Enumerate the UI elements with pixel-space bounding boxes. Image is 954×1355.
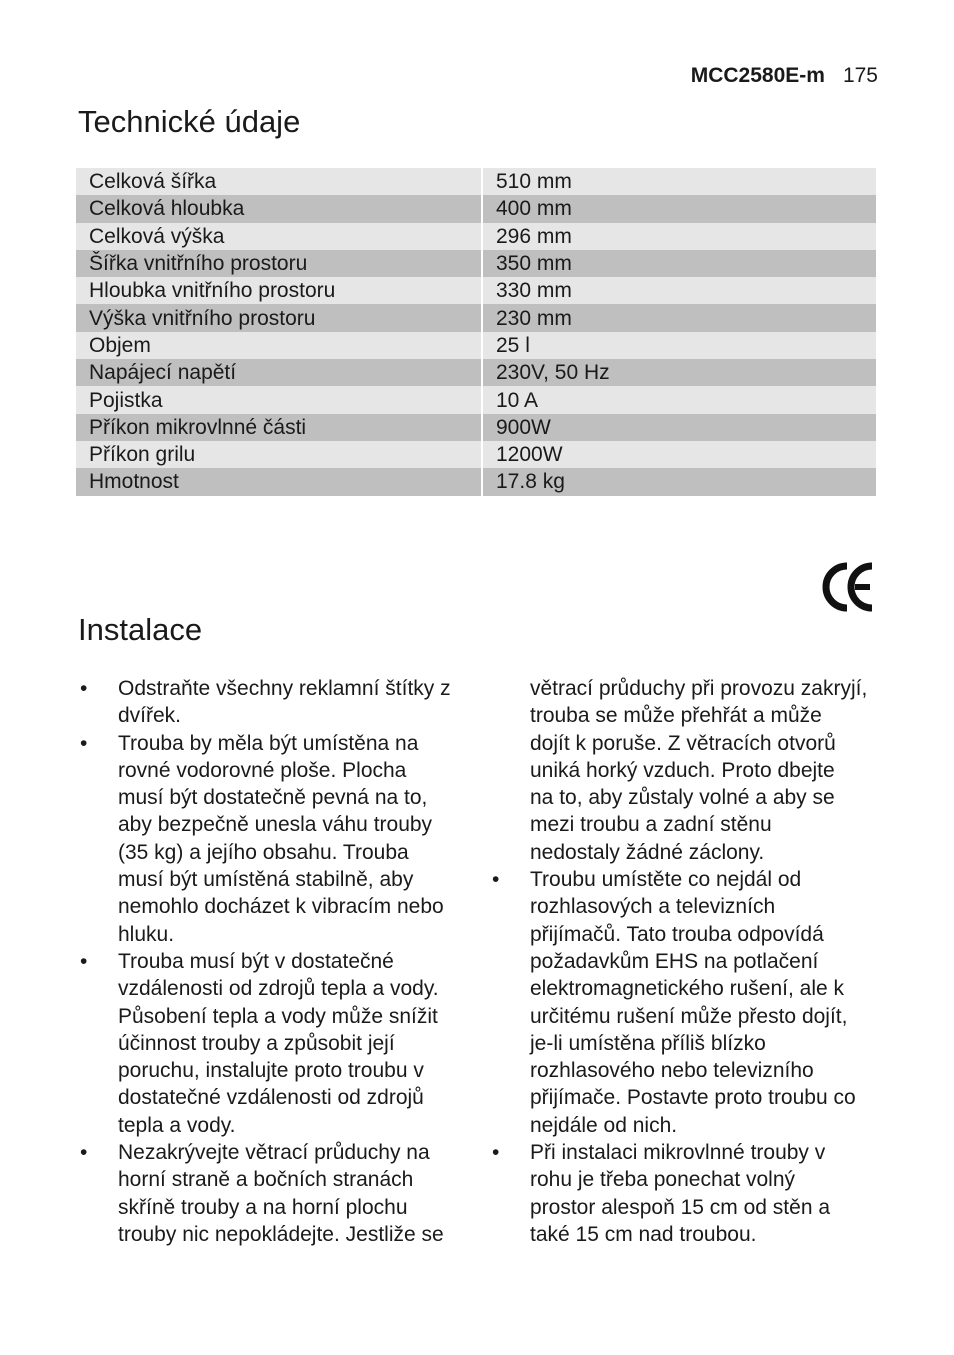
spec-value: 17.8 kg [482,468,876,495]
model-number: MCC2580E-m [690,64,825,87]
spec-label: Hloubka vnitřního prostoru [76,277,482,304]
text-line: trouby nic nepokládejte. Jestliže se [118,1222,444,1246]
spec-row [76,277,876,304]
text-line: Působení tepla a vody může snížit [118,1004,438,1028]
spec-value: 25 l [482,332,876,359]
list-item [490,1139,890,1248]
bullet-icon: • [80,731,88,755]
spec-row [76,168,876,195]
text-line: dostatečné vzdálenosti od zdrojů [118,1086,424,1110]
spec-value: 900W [482,414,876,441]
spec-row [76,386,876,413]
spec-label: Celková hloubka [76,195,482,222]
spec-value: 10 A [482,386,876,413]
list-item [490,866,890,1139]
spec-row [76,441,876,468]
text-line: prostor alespoň 15 cm od stěn a [530,1195,831,1219]
text-line: tepla a vody. [118,1113,236,1137]
spec-row [76,304,876,331]
spec-row [76,332,876,359]
text-line: Trouba musí být v dostatečné [118,949,394,973]
spec-row [76,250,876,277]
page-header [691,64,878,88]
spec-value: 1200W [482,441,876,468]
spec-value: 330 mm [482,277,876,304]
text-line: elektromagnetického rušení, ale k [530,977,845,1001]
text-line: musí být umístěná stabilně, aby [118,868,414,892]
text-line: Nezakrývejte větrací průduchy na [118,1141,430,1165]
text-line: nedostaly žádné záclony. [530,840,765,864]
bullet-icon: • [80,677,88,700]
text-line: přijímačů. Tato trouba odpovídá [530,922,824,946]
spec-label: Příkon grilu [76,441,482,468]
bullet-icon: • [80,949,88,973]
text-line: mezi troubu a zadní stěnu [530,813,772,837]
text-line: (35 kg) a jejího obsahu. Trouba [118,840,409,864]
text-line: nejdále od nich. [530,1113,678,1137]
technical-data-title: Technické údaje [78,104,301,139]
text-line: musí být dostatečně pevná na to, [118,786,428,810]
text-line: aby bezpečně unesla váhu trouby [118,813,433,837]
text-line: poruchu, instalujte proto troubu v [118,1059,424,1083]
text-line: rozhlasového nebo televizního [530,1059,814,1083]
bullet-icon: • [80,1141,88,1165]
spec-label: Pojistka [76,386,482,413]
text-line: požadavkům EHS na potlačení [530,949,819,973]
spec-label: Výška vnitřního prostoru [76,304,482,331]
text-line: skříně trouby a na horní plochu [118,1195,408,1219]
spec-row [76,195,876,222]
spec-label: Celková výška [76,223,482,250]
spec-label: Příkon mikrovlnné části [76,414,482,441]
text-line: účinnost trouby a způsobit její [118,1031,395,1055]
text-line: na to, aby zůstaly volné a aby se [530,786,835,810]
bullet-icon: • [492,1141,500,1165]
spec-row [76,468,876,495]
spec-label: Šířka vnitřního prostoru [76,250,482,277]
text-line: vzdálenosti od zdrojů tepla a vody. [118,977,439,1001]
text-line: Odstraňte všechny reklamní štítky z [118,677,451,700]
installation-list-left [78,675,478,1248]
text-line: Při instalaci mikrovlnné trouby v [530,1141,826,1165]
text-line: nemohlo docházet k vibracím nebo [118,895,444,919]
specifications-table [76,168,876,496]
page-number: 175 [842,64,878,87]
text-line: rohu je třeba ponechat volný [530,1168,796,1192]
text-line: také 15 cm nad troubou. [530,1222,757,1246]
spec-row [76,359,876,386]
spec-value: 230 mm [482,304,876,331]
spec-label: Celková šířka [76,168,482,195]
spec-label: Hmotnost [76,468,482,495]
text-line: je-li umístěna příliš blízko [530,1031,766,1055]
list-item [78,675,478,730]
text-line: hluku. [118,922,175,946]
spec-value: 350 mm [482,250,876,277]
text-line: rozhlasových a televizních [530,895,776,919]
list-item-continuation [490,675,890,866]
spec-value: 400 mm [482,195,876,222]
spec-value: 510 mm [482,168,876,195]
text-line: uniká horký vzduch. Proto dbejte [530,758,835,782]
installation-title: Instalace [78,612,203,647]
spec-label: Objem [76,332,482,359]
list-item [78,1139,478,1248]
text-line: Trouba by měla být umístěna na [118,731,419,755]
text-line: určitému rušení může přesto dojít, [530,1004,848,1028]
text-line: větrací průduchy při provozu zakryjí, [530,677,868,700]
installation-list-right [490,866,890,1248]
spec-row [76,223,876,250]
list-item [78,730,478,948]
installation-right-column [490,675,890,1248]
list-item [78,948,478,1139]
text-line: rovné vodorovné ploše. Plocha [118,758,407,782]
text-line: trouba se může přehřát a může [530,704,822,728]
bullet-icon: • [492,868,500,892]
installation-left-column [78,675,478,1248]
spec-row [76,414,876,441]
text-line: Troubu umístěte co nejdál od [530,868,802,892]
spec-value: 230V, 50 Hz [482,359,876,386]
text-line: dvířek. [118,704,182,728]
spec-label: Napájecí napětí [76,359,482,386]
ce-mark-icon [822,560,876,614]
text-line: přijímače. Postavte proto troubu co [530,1086,856,1110]
spec-value: 296 mm [482,223,876,250]
text-line: dojít k poruše. Z větracích otvorů [530,731,836,755]
text-line: horní straně a bočních stranách [118,1168,414,1192]
